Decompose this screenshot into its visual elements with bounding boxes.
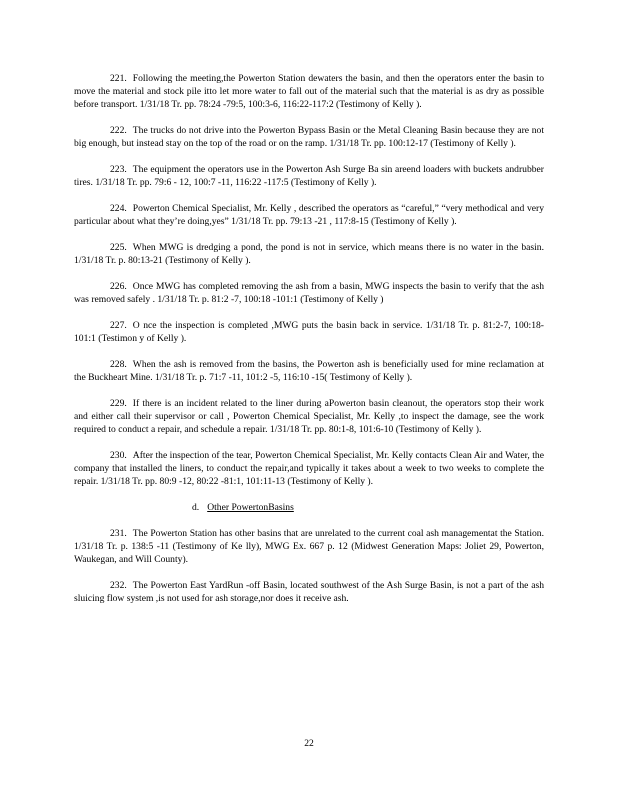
page-number: 22 bbox=[304, 738, 314, 749]
paragraph-231: 231. The Powerton Station has other basins that are unrelated to the current coal ash managementat the Station. 1/31/18 Tr. p. 138:5 -11 (Testimony of Ke lly), MWG Ex. 667 p. 12 (Midwest Generation Maps: Joliet 29, Powerton, Waukegan, and Will County). bbox=[74, 528, 544, 565]
paragraph-232: 232. The Powerton East YardRun -off Basin, located southwest of the Ash Surge Basin, is not a part of the ash sluicing flow system ,is not used for ash storage,nor does it receive ash. bbox=[74, 580, 544, 604]
paragraph-221: 221. Following the meeting,the Powerton Station dewaters the basin, and then the operators enter the basin to move the material and stock pile itto let more water to fall out of the material such that the material is as dry as possible before transport. 1/31/18 Tr. pp. 78:24 -79:5, 100:3-6, 116:22-117:2 (Testimony of Kelly ). bbox=[74, 73, 544, 110]
paragraphs-before bbox=[74, 72, 544, 488]
section-heading bbox=[192, 501, 544, 514]
paragraphs-after bbox=[74, 527, 544, 605]
section-letter: d. bbox=[192, 502, 200, 513]
paragraph-228: 228. When the ash is removed from the basins, the Powerton ash is beneficially used for mine reclamation at the Buckheart Mine. 1/31/18 Tr. p. 71:7 -11, 101:2 -5, 116:10 -15( Testimony of Kelly ). bbox=[74, 359, 544, 383]
document-page bbox=[74, 72, 544, 618]
paragraph-224: 224. Powerton Chemical Specialist, Mr. Kelly , described the operators as “careful,” “very methodical and very particular about what they’re doing,yes” 1/31/18 Tr. pp. 79:13 -21 , 117:8-15 (Testimony of Kelly ). bbox=[74, 203, 544, 227]
paragraph-222: 222. The trucks do not drive into the Powerton Bypass Basin or the Metal Cleaning Basin because they are not big enough, but instead stay on the top of the road or on the ramp. 1/31/18 Tr. pp. 100:12-17 (Testimony of Kelly ). bbox=[74, 125, 544, 149]
paragraph-225: 225. When MWG is dredging a pond, the pond is not in service, which means there is no water in the basin. 1/31/18 Tr. p. 80:13-21 (Testimony of Kelly ). bbox=[74, 242, 544, 266]
paragraph-227: 227. O nce the inspection is completed ,MWG puts the basin back in service. 1/31/18 Tr. p. 81:2-7, 100:18-101:1 (Testimon y of Kelly ). bbox=[74, 320, 544, 344]
paragraph-229: 229. If there is an incident related to the liner during aPowerton basin cleanout, the operators stop their work and either call their supervisor or call , Powerton Chemical Specialist, Mr. Kelly ,to inspect the damage, see the work required to conduct a repair, and schedule a repair. 1/31/18 Tr. pp. 80:1-8, 101:6-10 (Testimony of Kelly ). bbox=[74, 398, 544, 435]
paragraph-230: 230. After the inspection of the tear, Powerton Chemical Specialist, Mr. Kelly contacts Clean Air and Water, the company that installed the liners, to conduct the repair,and typically it takes about a week to two weeks to complete the repair. 1/31/18 Tr. pp. 80:9 -12, 80:22 -81:1, 101:11-13 (Testimony of Kelly ). bbox=[74, 450, 544, 487]
paragraph-223: 223. The equipment the operators use in the Powerton Ash Surge Ba sin areend loaders with buckets andrubber tires. 1/31/18 Tr. pp. 79:6 - 12, 100:7 -11, 116:22 -117:5 (Testimony of Kelly ). bbox=[74, 164, 544, 188]
paragraph-226: 226. Once MWG has completed removing the ash from a basin, MWG inspects the basin to verify that the ash was removed safely . 1/31/18 Tr. p. 81:2 -7, 100:18 -101:1 (Testimony of Kelly ) bbox=[74, 281, 544, 305]
section-title: Other PowertonBasins bbox=[207, 502, 294, 513]
